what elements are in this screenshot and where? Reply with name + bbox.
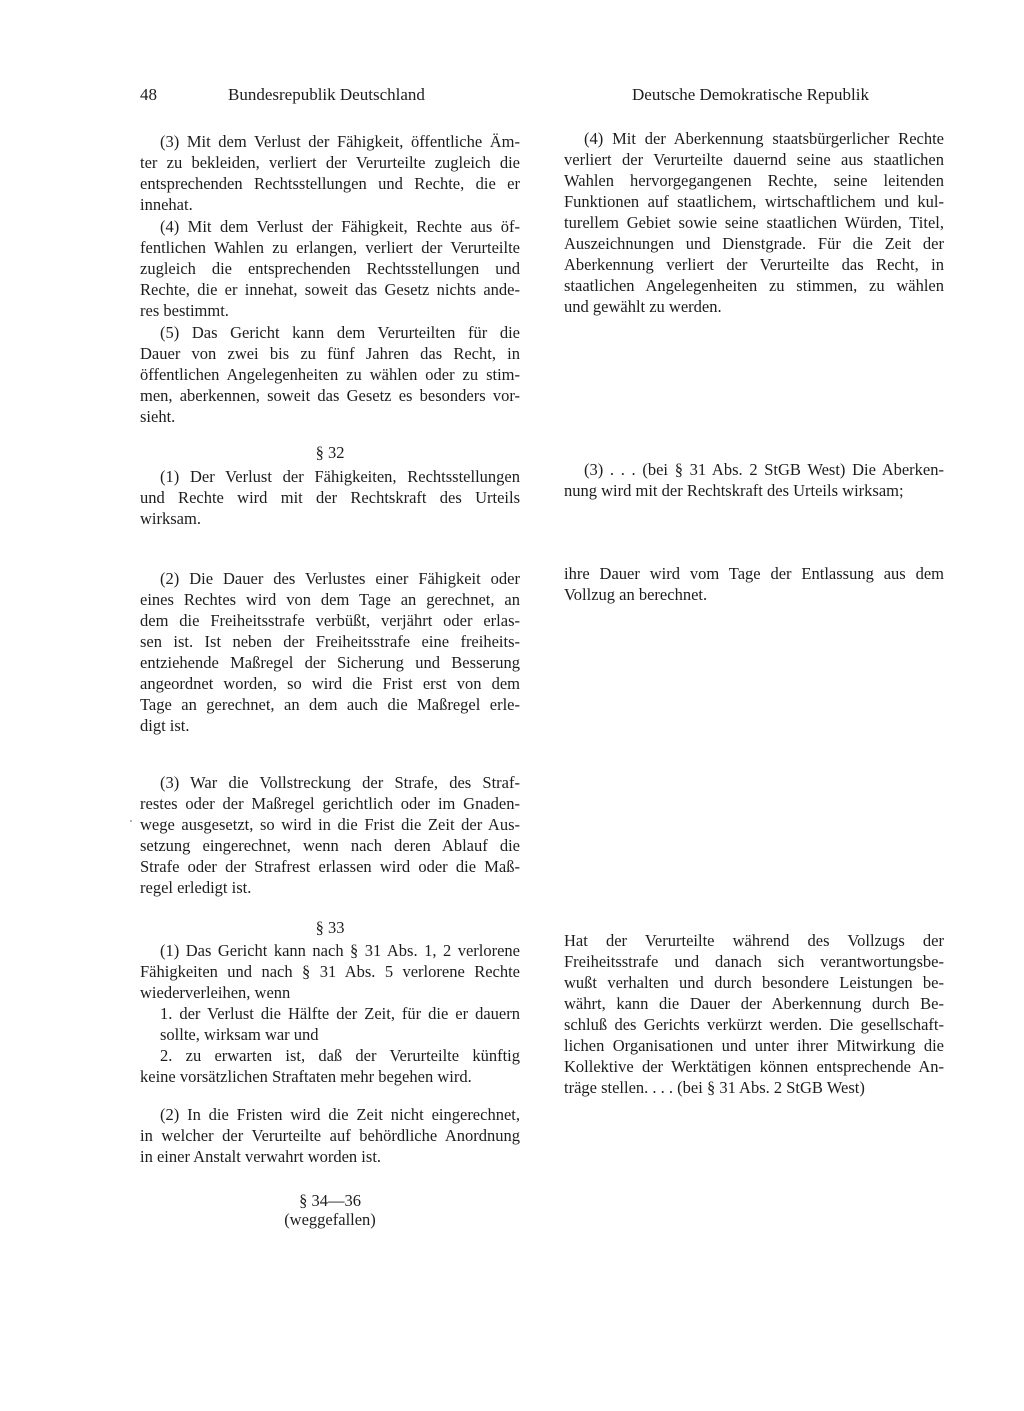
text-line: keine vorsätzlichen Straftaten mehr begehen wird. (140, 1067, 472, 1086)
text-line: Aberkennung verliert der Verurteilte das Recht, in (564, 255, 944, 274)
text-line: (1) Der Verlust der Fähigkeiten, Rechtsstellungen (160, 467, 520, 486)
text-line: eines Rechtes wird von dem Tage an gerechnet, an (140, 590, 520, 609)
text-line: ihre Dauer wird vom Tage der Entlassung aus dem (564, 564, 944, 583)
text-line: 2. zu erwarten ist, daß der Verurteilte künftig (160, 1046, 520, 1065)
paragraph-32-3-brd (140, 772, 520, 898)
text-line: lichen Organisationen und unter ihrer Mitwirkung die (564, 1036, 944, 1055)
paragraph-32-2-brd (140, 568, 520, 736)
paragraph-ddr-4 (564, 128, 944, 317)
text-line: restes oder der Maßregel gerichtlich oder im Gnaden- (140, 794, 520, 813)
text-line: Kollektive der Werktätigen können entsprechende An- (564, 1057, 944, 1076)
text-line: dem die Freiheitsstrafe verbüßt, verjährt oder erlas- (140, 611, 520, 630)
text-line: (4) Mit dem Verlust der Fähigkeit, Rechte aus öf- (160, 217, 520, 236)
text-line: in einer Anstalt verwahrt worden ist. (140, 1147, 382, 1166)
paragraph-ddr-3 (564, 459, 944, 501)
text-line: staatlichen Angelegenheiten zu stimmen, zu wählen (564, 276, 944, 295)
paragraph-33-2-brd (140, 1104, 520, 1167)
text-line: (2) Die Dauer des Verlustes einer Fähigkeit oder (160, 569, 520, 588)
paragraph-32-1-brd (140, 466, 520, 529)
text-line: in welcher der Verurteilte auf behördliche Anordnung (140, 1126, 520, 1145)
paragraph-31-5-brd (140, 322, 520, 427)
paragraph-31-4-brd (140, 216, 520, 321)
text-line: ter zu bekleiden, verliert der Verurteilte zugleich die (140, 153, 520, 172)
text-line: setzung eingerechnet, wenn nach deren Ablauf die (140, 836, 520, 855)
text-line: (3) . . . (bei § 31 Abs. 2 StGB West) Die Aberken- (584, 460, 944, 479)
text-line: wußt verhalten und durch besondere Leistungen be- (564, 973, 944, 992)
page-number: 48 (140, 85, 157, 104)
section-note-repealed: (weggefallen) (284, 1210, 376, 1229)
text-line: entsprechenden Rechtsstellungen und Rechte, die er (140, 174, 520, 193)
text-line: (3) War die Vollstreckung der Strafe, des Straf- (160, 773, 520, 792)
text-line: Dauer von zwei bis zu fünf Jahren das Recht, in (140, 344, 520, 363)
text-line: wiederverleihen, wenn (140, 983, 291, 1002)
text-line: währt, kann die Dauer der Aberkennung durch Be- (564, 994, 944, 1013)
left-running-head: Bundesrepublik Deutschland (228, 85, 425, 104)
text-line: träge stellen. . . . (bei § 31 Abs. 2 StGB West) (564, 1078, 865, 1097)
text-line: zugleich die entsprechenden Rechtsstellungen und (140, 259, 520, 278)
text-line: sieht. (140, 407, 176, 426)
text-line: innehat. (140, 195, 193, 214)
paragraph-ddr-shortening (564, 930, 944, 1098)
text-line: Strafe oder der Strafrest erlassen wird oder die Maß- (140, 857, 520, 876)
right-running-head: Deutsche Demokratische Republik (632, 85, 869, 104)
paragraph-31-3-brd (140, 131, 520, 215)
section-heading-32: § 32 (315, 443, 345, 462)
paragraph-ddr-duration (564, 563, 944, 605)
section-heading-34-36: § 34—36 (299, 1191, 361, 1210)
item-33-1-1 (140, 1003, 520, 1045)
text-line: fentlichen Wahlen zu erlangen, verliert der Verurteilte (140, 238, 520, 257)
item-33-1-2 (140, 1045, 520, 1087)
text-line: Tage an gerechnet, an dem auch die Maßregel erle- (140, 695, 520, 714)
text-line: wege ausgesetzt, so wird in die Frist die Zeit der Aus- (140, 815, 520, 834)
text-line: (3) Mit dem Verlust der Fähigkeit, öffentliche Äm- (160, 132, 520, 151)
text-line: (5) Das Gericht kann dem Verurteilten für die (160, 323, 520, 342)
text-line: Rechte, die er innehat, soweit das Gesetz nichts ande- (140, 280, 520, 299)
text-line: sen ist. Ist neben der Freiheitsstrafe eine freiheits- (140, 632, 520, 651)
text-line: Fähigkeiten und nach § 31 Abs. 5 verlorene Rechte (140, 962, 520, 981)
text-line: men, aberkennen, soweit das Gesetz es besonders vor- (140, 386, 520, 405)
section-heading-33: § 33 (315, 918, 345, 937)
text-line: Funktionen auf staatlichem, wirtschaftlichem und kul- (564, 192, 944, 211)
text-line: und gewählt zu werden. (564, 297, 722, 316)
text-line: öffentlichen Angelegenheiten zu wählen oder zu stim- (140, 365, 520, 384)
text-line: wirksam. (140, 509, 201, 528)
print-speck (130, 820, 132, 822)
text-line: nung wird mit der Rechtskraft des Urteils wirksam; (564, 481, 904, 500)
text-line: und Rechte wird mit der Rechtskraft des Urteils (140, 488, 520, 507)
text-line: sollte, wirksam war und (160, 1025, 319, 1044)
text-line: res bestimmt. (140, 301, 229, 320)
text-line: digt ist. (140, 716, 190, 735)
text-line: verliert der Verurteilte dauernd seine aus staatlichen (564, 150, 944, 169)
text-line: Auszeichnungen und Dienstgrade. Für die Zeit der (564, 234, 944, 253)
text-line: Wahlen hervorgegangenen Rechte, seine leitenden (564, 171, 944, 190)
text-line: Hat der Verurteilte während des Vollzugs der (564, 931, 944, 950)
text-line: entziehende Maßregel der Sicherung und Besserung (140, 653, 520, 672)
text-line: Freiheitsstrafe und danach sich verantwortungsbe- (564, 952, 944, 971)
text-line: regel erledigt ist. (140, 878, 252, 897)
text-line: schluß des Gerichts verkürzt werden. Die gesellschaft- (564, 1015, 944, 1034)
text-line: turellem Gebiet sowie seine staatlichen Würden, Titel, (564, 213, 944, 232)
text-line: 1. der Verlust die Hälfte der Zeit, für die er dauern (160, 1004, 520, 1023)
text-line: (4) Mit der Aberkennung staatsbürgerlicher Rechte (584, 129, 944, 148)
text-line: (1) Das Gericht kann nach § 31 Abs. 1, 2 verlorene (160, 941, 520, 960)
text-line: (2) In die Fristen wird die Zeit nicht eingerechnet, (160, 1105, 520, 1124)
text-line: Vollzug an berechnet. (564, 585, 708, 604)
text-line: angeordnet worden, so wird die Frist erst von dem (140, 674, 520, 693)
paragraph-33-1-brd (140, 940, 520, 1003)
